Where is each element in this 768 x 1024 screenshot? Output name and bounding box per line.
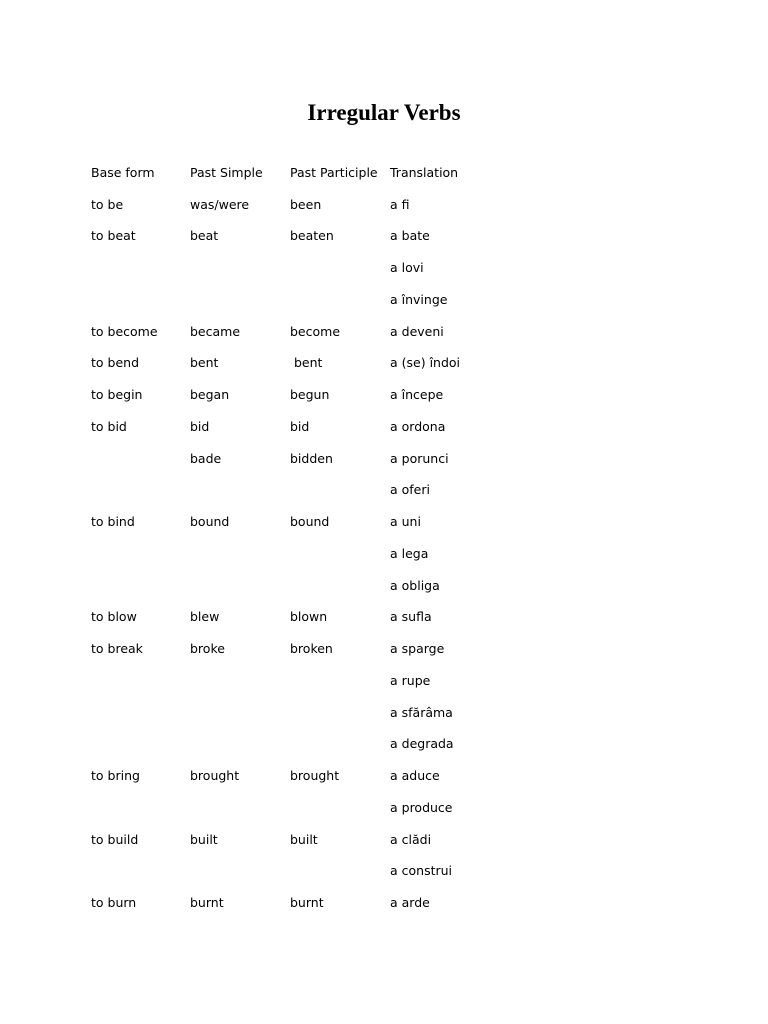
base-form-cell: to bid xyxy=(91,418,127,434)
table-row xyxy=(91,697,510,729)
table-row xyxy=(91,252,510,284)
table-row xyxy=(91,792,510,824)
translation-cell: a fi xyxy=(390,196,410,212)
table-row xyxy=(91,665,510,697)
past-simple-cell: bent xyxy=(190,355,219,371)
past-simple-cell: burnt xyxy=(190,895,224,911)
table-row xyxy=(91,379,510,411)
table-row xyxy=(91,729,510,761)
past-participle-cell: beaten xyxy=(290,228,334,244)
translation-cell: a ordona xyxy=(390,418,446,434)
base-form-cell: to be xyxy=(91,196,124,212)
translation-cell: a aduce xyxy=(390,768,440,784)
past-participle-cell: broken xyxy=(290,641,333,657)
table-row xyxy=(91,284,510,316)
base-form-cell: to begin xyxy=(91,387,143,403)
past-simple-cell: became xyxy=(190,323,241,339)
base-form-cell: to bind xyxy=(91,514,135,530)
past-simple-cell: was/were xyxy=(190,196,250,212)
past-simple-cell: beat xyxy=(190,228,219,244)
past-participle-cell: begun xyxy=(290,387,330,403)
past-simple-cell: bound xyxy=(190,514,230,530)
table-row xyxy=(91,887,510,919)
table-header-row xyxy=(91,157,510,189)
past-simple-cell: broke xyxy=(190,641,225,657)
past-participle-cell: blown xyxy=(290,609,328,625)
translation-cell: a obliga xyxy=(390,577,440,593)
translation-cell: a învinge xyxy=(390,291,448,307)
translation-cell: a clădi xyxy=(390,831,432,847)
table-row xyxy=(91,221,510,253)
page-title: Irregular Verbs xyxy=(307,100,461,125)
base-form-cell: to burn xyxy=(91,895,137,911)
header-translation: Translation xyxy=(390,164,459,180)
table-row xyxy=(91,856,510,888)
translation-cell: a (se) îndoi xyxy=(390,355,461,371)
past-participle-cell: bent xyxy=(290,355,323,371)
header-base-form: Base form xyxy=(91,164,155,180)
verb-table xyxy=(91,157,510,919)
translation-cell: a construi xyxy=(390,863,453,879)
base-form-cell: to break xyxy=(91,641,143,657)
base-form-cell: to build xyxy=(91,831,139,847)
translation-cell: a sufla xyxy=(390,609,432,625)
table-row xyxy=(91,570,510,602)
past-participle-cell: bidden xyxy=(290,450,333,466)
translation-cell: a începe xyxy=(390,387,444,403)
past-simple-cell: blew xyxy=(190,609,220,625)
past-participle-cell: become xyxy=(290,323,341,339)
table-row xyxy=(91,475,510,507)
translation-cell: a bate xyxy=(390,228,430,244)
translation-cell: a sfărâma xyxy=(390,704,453,720)
past-participle-cell: been xyxy=(290,196,322,212)
translation-cell: a uni xyxy=(390,514,421,530)
table-row xyxy=(91,443,510,475)
translation-cell: a sparge xyxy=(390,641,445,657)
past-simple-cell: built xyxy=(190,831,218,847)
table-row xyxy=(91,411,510,443)
past-simple-cell: brought xyxy=(190,768,240,784)
translation-cell: a rupe xyxy=(390,672,431,688)
table-row xyxy=(91,633,510,665)
table-row xyxy=(91,348,510,380)
header-past-simple: Past Simple xyxy=(190,164,263,180)
past-participle-cell: bound xyxy=(290,514,330,530)
table-row xyxy=(91,316,510,348)
translation-cell: a arde xyxy=(390,895,430,911)
base-form-cell: to become xyxy=(91,323,158,339)
translation-cell: a degrada xyxy=(390,736,454,752)
past-participle-cell: bid xyxy=(290,418,310,434)
table-row xyxy=(91,602,510,634)
table-row xyxy=(91,506,510,538)
past-participle-cell: burnt xyxy=(290,895,324,911)
translation-cell: a deveni xyxy=(390,323,444,339)
translation-cell: a lega xyxy=(390,545,429,561)
translation-cell: a lovi xyxy=(390,260,424,276)
base-form-cell: to bring xyxy=(91,768,140,784)
table-row xyxy=(91,760,510,792)
base-form-cell: to beat xyxy=(91,228,136,244)
table-row xyxy=(91,824,510,856)
translation-cell: a porunci xyxy=(390,450,449,466)
base-form-cell: to blow xyxy=(91,609,137,625)
past-participle-cell: built xyxy=(290,831,318,847)
table-row xyxy=(91,189,510,221)
past-simple-cell: began xyxy=(190,387,230,403)
table-row xyxy=(91,538,510,570)
header-past-participle: Past Participle xyxy=(290,164,378,180)
past-simple-cell: bade xyxy=(190,450,222,466)
past-participle-cell: brought xyxy=(290,768,340,784)
base-form-cell: to bend xyxy=(91,355,140,371)
translation-cell: a oferi xyxy=(390,482,430,498)
translation-cell: a produce xyxy=(390,799,453,815)
past-simple-cell: bid xyxy=(190,418,210,434)
